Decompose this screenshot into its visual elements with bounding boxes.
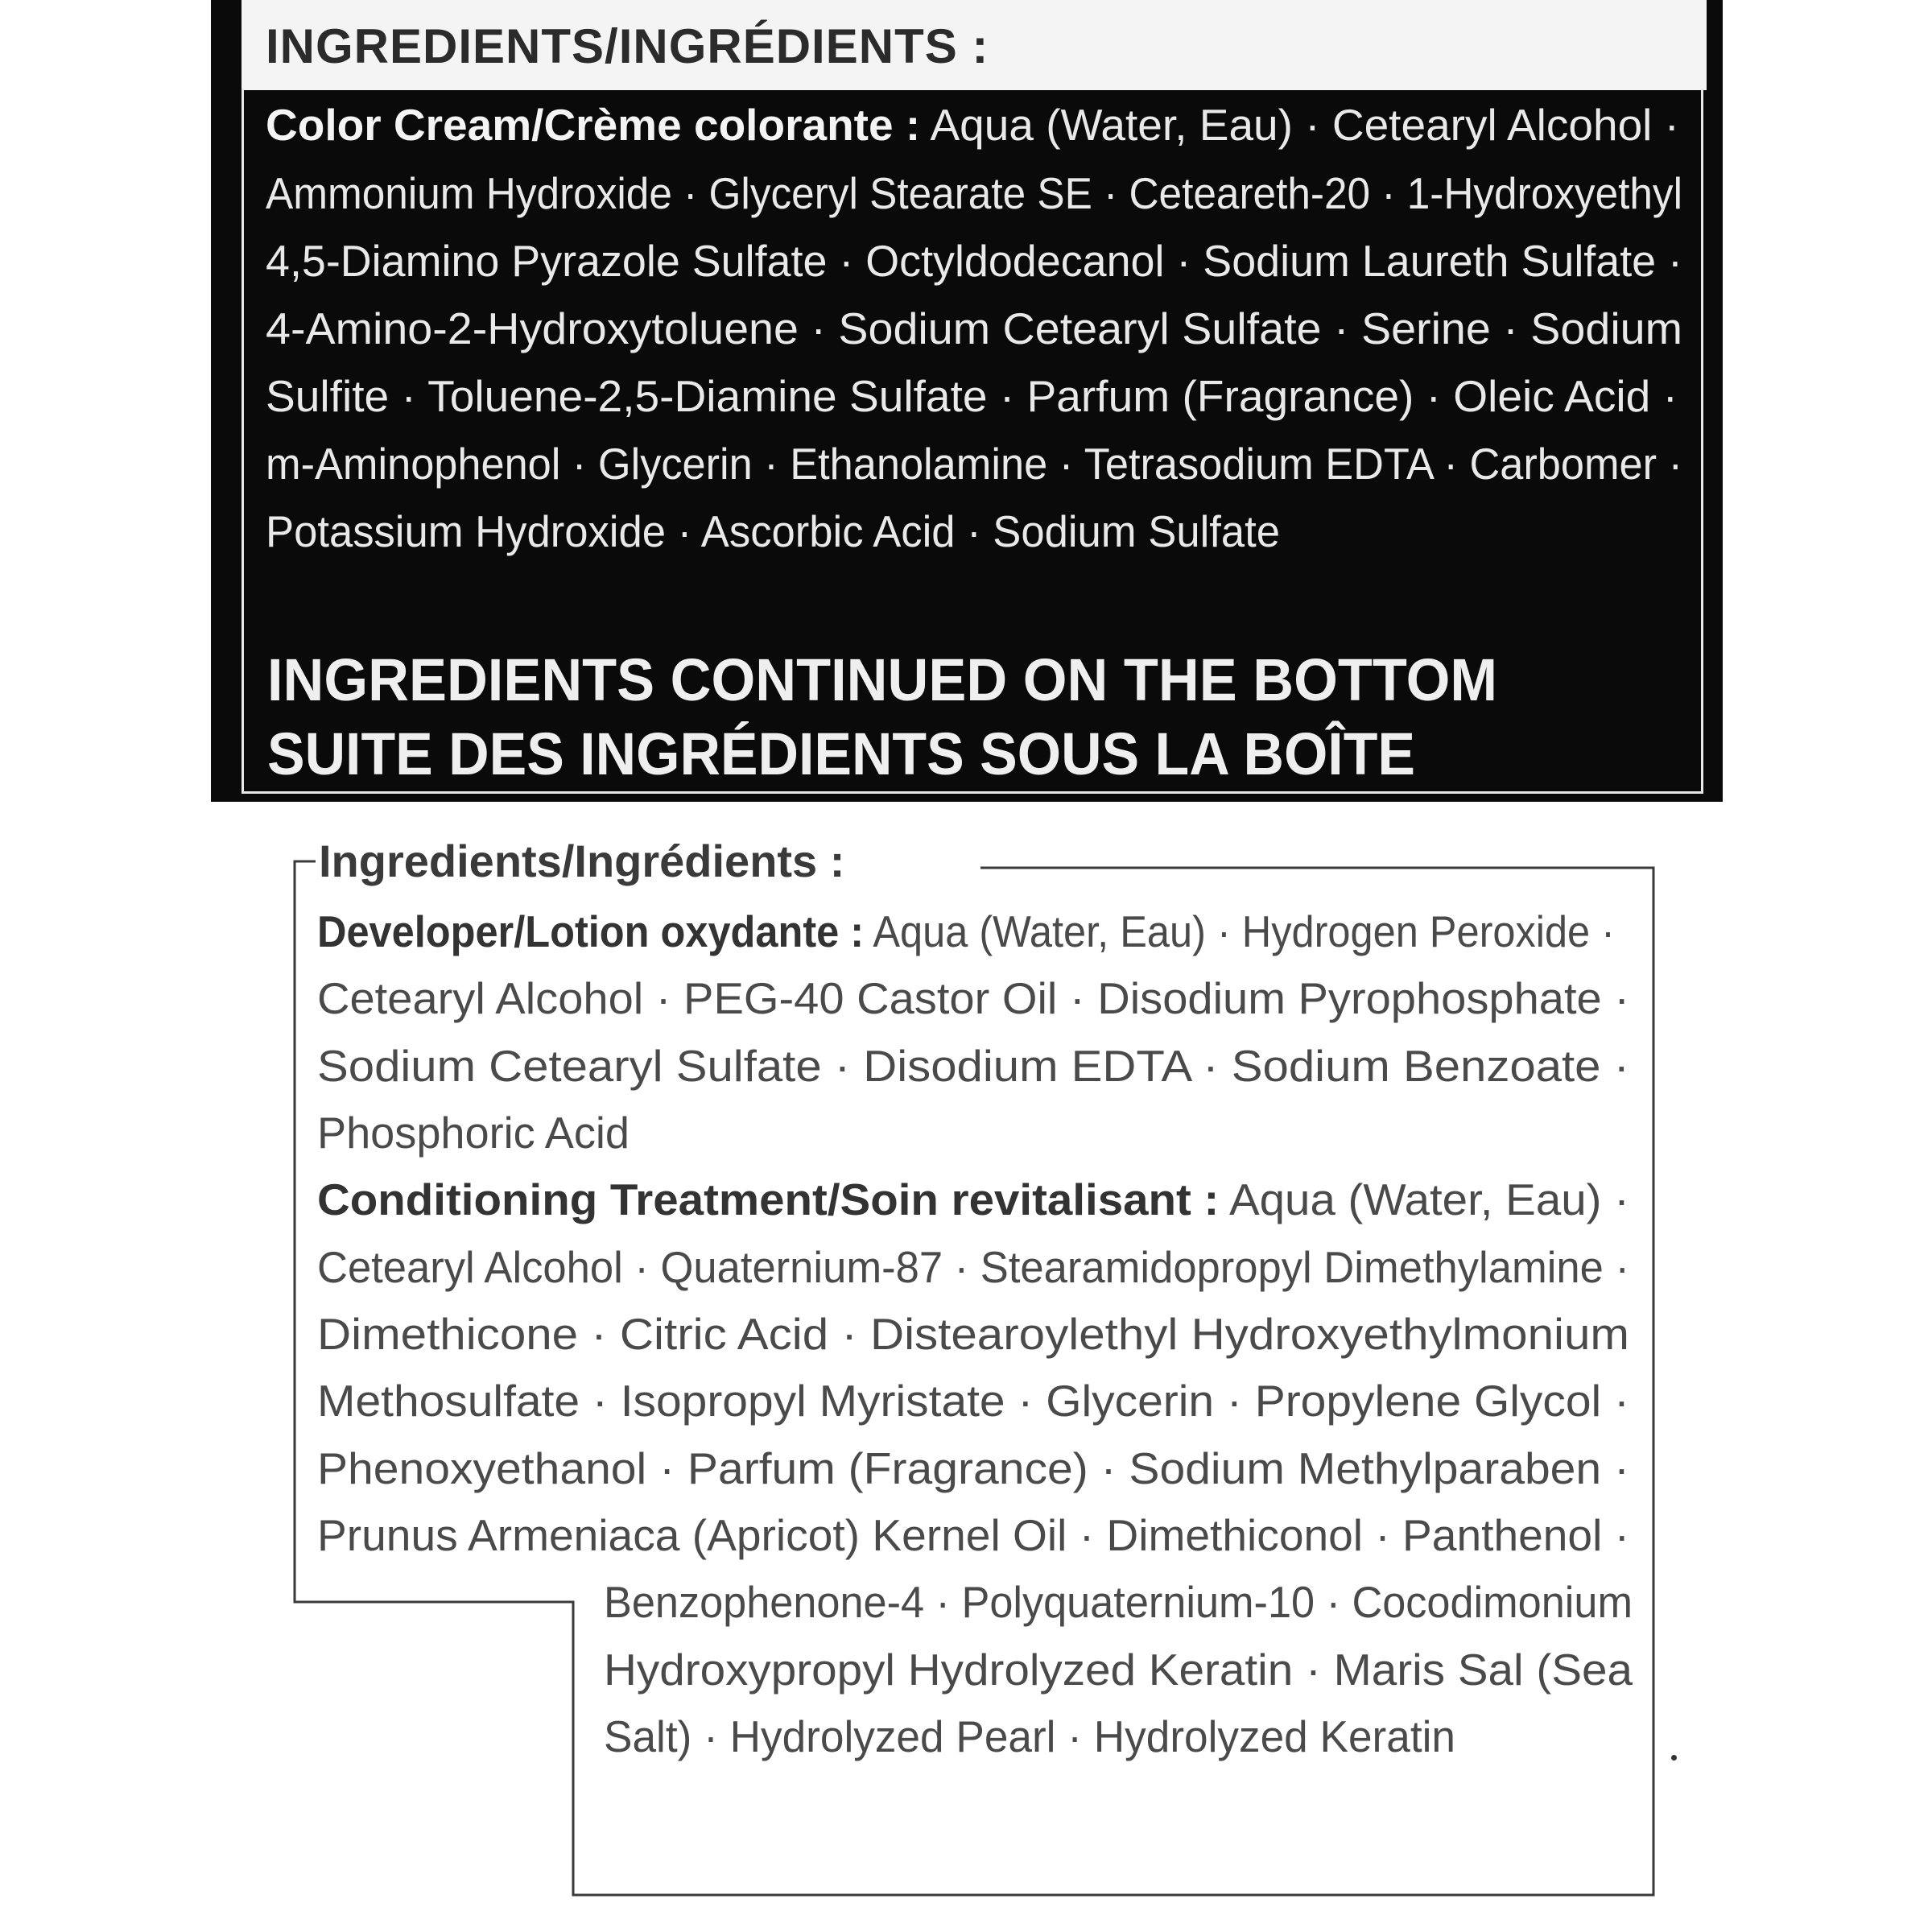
- ingredient-line: 4-Amino-2-Hydroxytoluene · Sodium Cetearyl Sulfate · Serine · Sodium: [266, 303, 1682, 353]
- ingredient-line: Methosulfate · Isopropyl Myristate · Glycerin · Propylene Glycol ·: [317, 1376, 1629, 1426]
- ingredient-line: Sulfite · Toluene-2,5-Diamine Sulfate · Parfum (Fragrance) · Oleic Acid ·: [266, 371, 1678, 421]
- ingredients-subtitle: Ingredients/Ingrédients :: [316, 839, 869, 884]
- continued-notice-en: INGREDIENTS CONTINUED ON THE BOTTOM: [267, 646, 1497, 713]
- ingredient-line: Benzophenone-4 · Polyquaternium-10 · Cocodimonium: [604, 1577, 1633, 1627]
- ingredient-line: Conditioning Treatment/Soin revitalisant : Aqua (Water, Eau) ·: [317, 1174, 1629, 1224]
- ingredient-line: Phosphoric Acid: [317, 1108, 630, 1158]
- ingredient-line: Dimethicone · Citric Acid · Distearoylethyl Hydroxyethylmonium: [317, 1309, 1629, 1359]
- ingredient-line: Cetearyl Alcohol · PEG-40 Castor Oil · Disodium Pyrophosphate ·: [317, 973, 1629, 1023]
- ingredient-line: Cetearyl Alcohol · Quaternium-87 · Stearamidopropyl Dimethylamine ·: [317, 1242, 1629, 1292]
- section-label: Color Cream/Crème colorante :: [266, 100, 921, 150]
- ingredient-line: Salt) · Hydrolyzed Pearl · Hydrolyzed Keratin: [604, 1711, 1455, 1761]
- ingredient-line: Prunus Armeniaca (Apricot) Kernel Oil · Dimethiconol · Panthenol ·: [317, 1510, 1629, 1560]
- ingredient-line: Hydroxypropyl Hydrolyzed Keratin · Maris Sal (Sea: [604, 1645, 1633, 1695]
- continued-notice-fr: SUITE DES INGRÉDIENTS SOUS LA BOÎTE: [267, 720, 1415, 787]
- section-label: Developer/Lotion oxydante :: [317, 906, 865, 956]
- ingredient-line: Developer/Lotion oxydante : Aqua (Water, Eau) · Hydrogen Peroxide ·: [317, 906, 1615, 956]
- ingredients-header-title: INGREDIENTS/INGRÉDIENTS :: [266, 19, 989, 73]
- section-label: Conditioning Treatment/Soin revitalisant :: [317, 1174, 1220, 1224]
- ingredient-line: Ammonium Hydroxide · Glyceryl Stearate SE · Ceteareth-20 · 1-Hydroxyethyl: [266, 168, 1682, 218]
- ingredient-line: 4,5-Diamino Pyrazole Sulfate · Octyldodecanol · Sodium Laureth Sulfate ·: [266, 236, 1682, 286]
- ingredient-line: Sodium Cetearyl Sulfate · Disodium EDTA · Sodium Benzoate ·: [317, 1041, 1630, 1091]
- ingredient-line: Phenoxyethanol · Parfum (Fragrance) · Sodium Methylparaben ·: [317, 1443, 1630, 1493]
- ingredient-line: m-Aminophenol · Glycerin · Ethanolamine · Tetrasodium EDTA · Carbomer ·: [266, 439, 1682, 489]
- ingredient-line: Color Cream/Crème colorante : Aqua (Water, Eau) · Cetearyl Alcohol ·: [266, 100, 1679, 150]
- ingredient-line: Potassium Hydroxide · Ascorbic Acid · Sodium Sulfate: [266, 506, 1280, 556]
- stray-dot: [1671, 1755, 1677, 1761]
